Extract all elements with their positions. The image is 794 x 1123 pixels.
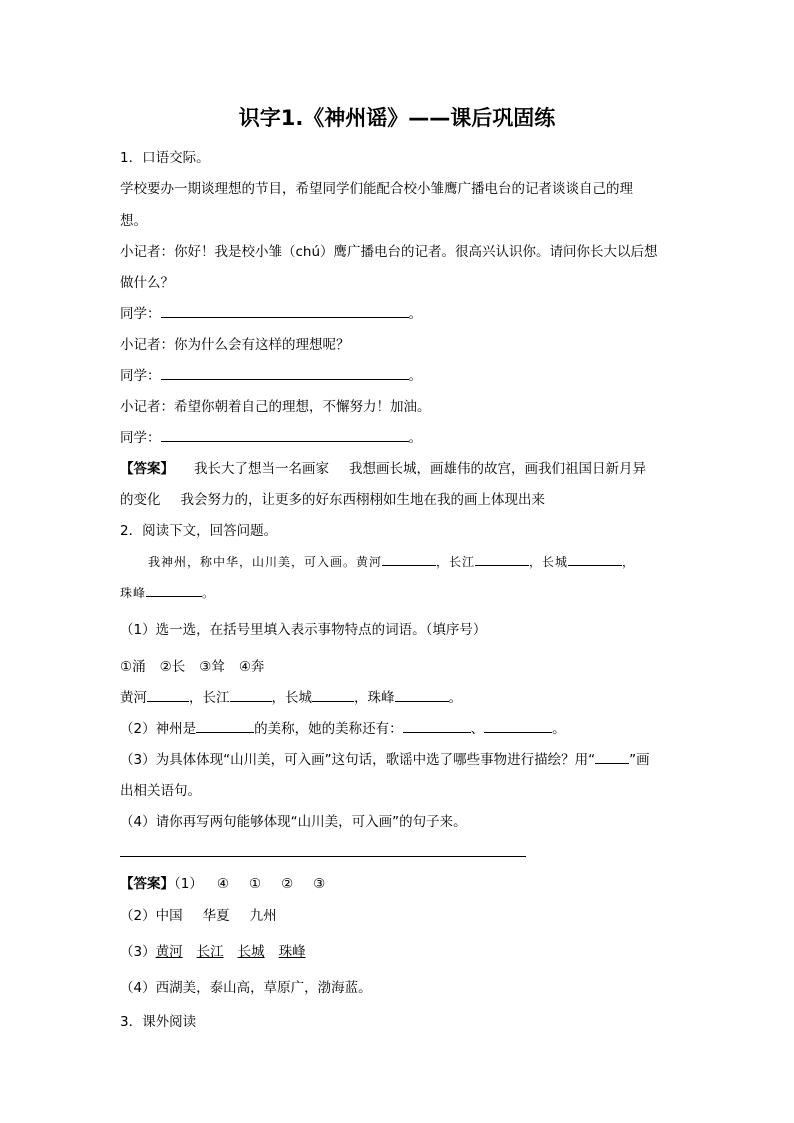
q2-sub3-line1 [120, 748, 650, 768]
poem-line2 [120, 582, 215, 601]
fill-text: ，珠峰 [354, 690, 395, 706]
fill-blank[interactable] [403, 718, 471, 733]
q1-reporter1-line1: 小记者：你好！我是校小雏（chú）鹰广播电台的记者。很高兴认识你。请问你长大以后想 [120, 244, 658, 260]
answer-label: 【答案】 [120, 876, 174, 892]
q2-heading: 2．阅读下文，回答问题。 [120, 523, 278, 539]
answer-part: 的变化 [120, 492, 161, 508]
sub2-text: 、 [470, 721, 485, 737]
answer-text: （3） [120, 944, 156, 960]
fill-text: ，长江 [189, 690, 230, 706]
poem-text: 。 [202, 586, 216, 600]
poem-text: 我神州，称中华，山川美，可入画。黄河 [148, 555, 383, 569]
period: 。 [408, 430, 422, 446]
q1-intro-line2: 想。 [120, 213, 147, 229]
answer-item: ③ [313, 876, 326, 892]
sub2-text: 的美称，她的美称还有： [254, 721, 403, 737]
fill-text: 黄河 [120, 690, 147, 706]
q1-reporter1-line2: 做什么？ [120, 275, 174, 291]
underline-mark [595, 749, 629, 764]
period: 。 [408, 368, 422, 384]
poem-blank[interactable] [382, 551, 436, 566]
poem-blank[interactable] [568, 551, 622, 566]
answer-part: 我会努力的，让更多的好东西栩栩如生地在我的画上体现出来 [180, 492, 545, 508]
option: ③耸 [199, 659, 225, 675]
fill-blank[interactable] [230, 687, 272, 702]
answer-item: ② [281, 876, 294, 892]
answer-item: 黄河 [155, 944, 183, 960]
answer-writing-line[interactable] [120, 856, 526, 857]
fill-blank[interactable] [484, 718, 552, 733]
answer-part: 我长大了想当一名画家 [194, 461, 329, 477]
q2-answer-line4: （4）西湖美，泰山高，草原广，渤海蓝。 [120, 980, 372, 996]
poem-blank[interactable] [146, 582, 202, 597]
period: 。 [408, 306, 422, 322]
q1-reporter3: 小记者：希望你朝着自己的理想，不懈努力！加油。 [120, 399, 431, 415]
fill-text: ，长城 [271, 690, 312, 706]
option: ①涌 [120, 659, 146, 675]
q2-sub4: （4）请你再写两句能够体现“山川美，可入画”的句子来。 [120, 814, 467, 830]
option: ④奔 [238, 659, 265, 675]
fill-blank[interactable] [196, 718, 254, 733]
poem-blank[interactable] [475, 551, 529, 566]
answer-item: 长江 [196, 944, 224, 960]
answer-item: ④ [216, 876, 229, 892]
q3-heading: 3．课外阅读 [120, 1014, 197, 1030]
q1-student-line-1 [120, 302, 422, 322]
answer-item: 长城 [237, 944, 265, 960]
q2-fill-line [120, 686, 462, 706]
answer-text: （2）中国 [120, 908, 183, 924]
sub3-text: ”画 [629, 752, 650, 768]
page-title: 识字1.《神州谣》——课后巩固练 [238, 106, 556, 130]
sub2-text: 。 [552, 721, 566, 737]
q2-options [120, 655, 264, 675]
option: ②长 [159, 659, 186, 675]
q1-answer-line1 [120, 457, 646, 477]
student-label: 同学： [120, 430, 161, 446]
student-label: 同学： [120, 306, 161, 322]
q2-answer-line3 [120, 940, 306, 960]
answer-item: 珠峰 [278, 944, 306, 960]
answer-label: 【答案】 [120, 461, 174, 477]
answer-blank[interactable] [161, 365, 409, 380]
q2-sub2 [120, 717, 566, 737]
q2-answer-line2 [120, 904, 277, 924]
poem-text: ，长江 [436, 555, 476, 569]
student-label: 同学： [120, 368, 161, 384]
q2-answer-line1 [120, 872, 325, 892]
fill-blank[interactable] [147, 687, 189, 702]
fill-blank[interactable] [395, 687, 449, 702]
answer-text: （1） [174, 876, 203, 892]
fill-blank[interactable] [312, 687, 354, 702]
q1-student-line-2 [120, 364, 422, 384]
answer-blank[interactable] [161, 303, 409, 318]
answer-part: 我想画长城，画雄伟的故宫，画我们祖国日新月异 [349, 461, 646, 477]
q2-sub1: （1）选一选，在括号里填入表示事物特点的词语。（填序号） [120, 622, 487, 638]
poem-text: ，长城 [529, 555, 569, 569]
answer-text: 华夏 [202, 908, 230, 924]
poem-text: ， [622, 555, 636, 569]
poem-line1 [148, 551, 635, 570]
sub2-text: （2）神州是 [120, 721, 197, 737]
q2-sub3-line2: 出相关语句。 [120, 783, 201, 799]
answer-item: ① [248, 876, 262, 892]
sub3-text: （3）为具体体现“山川美，可入画”这句话，歌谣中选了哪些事物进行描绘？用“ [120, 752, 596, 768]
fill-text: 。 [448, 690, 462, 706]
answer-blank[interactable] [161, 427, 409, 442]
q1-intro-line1: 学校要办一期谈理想的节目，希望同学们能配合校小雏鹰广播电台的记者谈谈自己的理 [120, 181, 633, 197]
poem-text: 珠峰 [120, 586, 147, 600]
q1-reporter2: 小记者：你为什么会有这样的理想呢？ [120, 337, 350, 353]
q1-student-line-3 [120, 426, 422, 446]
q1-answer-line2 [120, 488, 545, 508]
q1-heading: 1．口语交际。 [120, 150, 210, 166]
answer-text: 九州 [249, 908, 277, 924]
